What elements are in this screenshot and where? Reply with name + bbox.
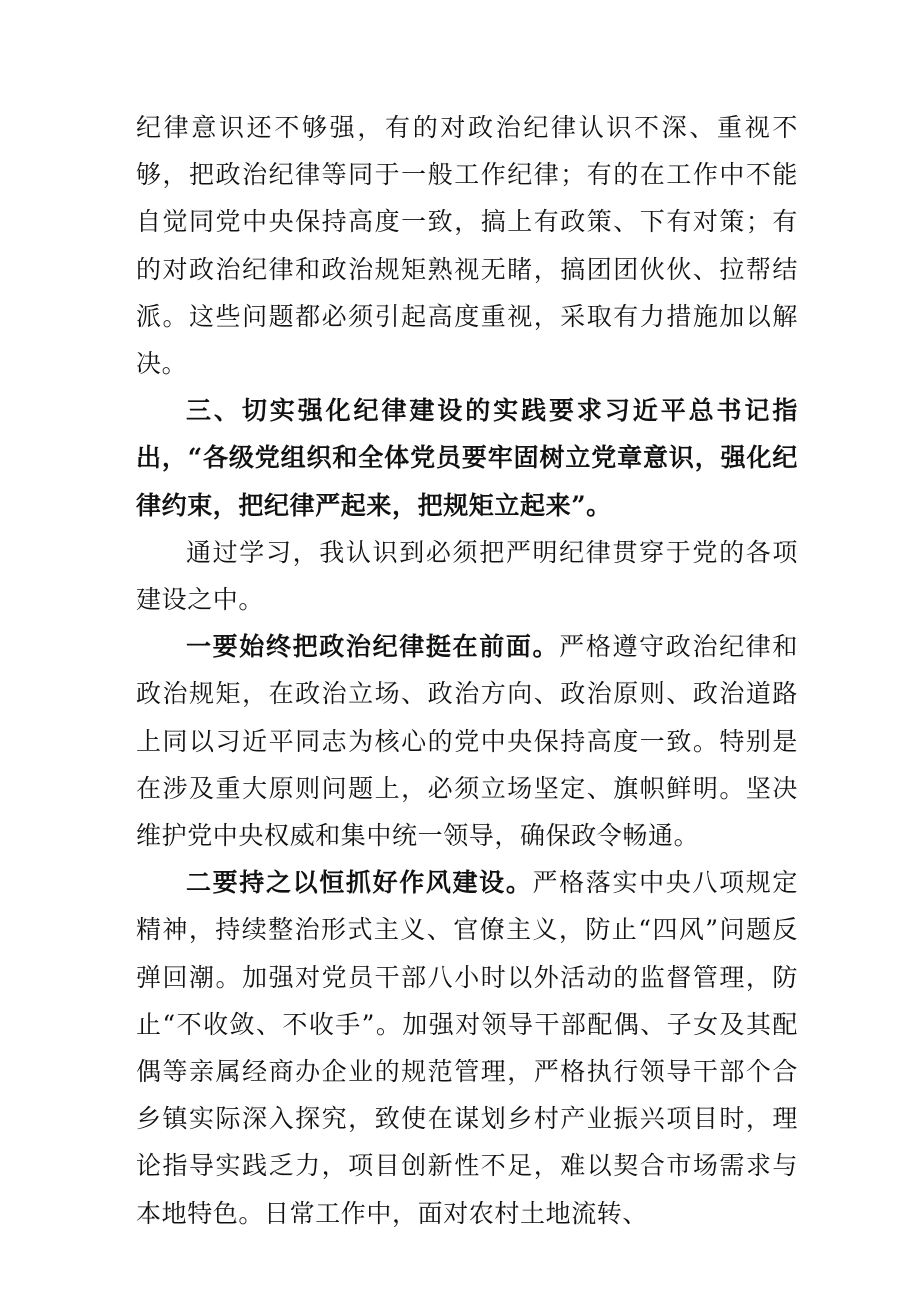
point-heading: 一要始终把政治纪律挺在前面。 [186, 632, 560, 662]
paragraph-continuation [136, 104, 798, 387]
paragraph-through-study [136, 529, 798, 623]
section-heading-three [136, 387, 798, 529]
paragraph-text: 通过学习，我认识到必须把严明纪律贯穿于党的各项建设之中。 [136, 537, 798, 615]
paragraph-point-two [136, 859, 798, 1237]
paragraph-point-one [136, 623, 798, 859]
point-body: 严格遵守政治纪律和政治规矩，在政治立场、政治方向、政治原则、政治道路上同以习近平同志为核心的党中央保持高度一致。特别是在涉及重大原则问题上，必须立场坚定、旗帜鲜明。坚决维护党中央权威和集中统一领导，确保政令畅通。 [136, 632, 799, 851]
point-heading: 二要持之以恒抓好作风建设。 [186, 868, 533, 898]
section-heading-text: 三、切实强化纪律建设的实践要求习近平总书记指出，“各级党组织和全体党员要牢固树立党章意识，强化纪律约束，把纪律严起来，把规矩立起来”。 [136, 396, 798, 520]
paragraph-text: 纪律意识还不够强，有的对政治纪律认识不深、重视不够，把政治纪律等同于一般工作纪律；有的在工作中不能自觉同党中央保持高度一致，搞上有政策、下有对策；有的对政治纪律和政治规矩熟视无睹，搞团团伙伙、拉帮结派。这些问题都必须引起高度重视，采取有力措施加以解决。 [136, 113, 798, 379]
point-body: 严格落实中央八项规定精神，持续整治形式主义、官僚主义，防止“四风”问题反弹回潮。加强对党员干部八小时以外活动的监督管理，防止“不收敛、不收手”。加强对领导干部配偶、子女及其配偶等亲属经商办企业的规范管理，严格执行领导干部个合乡镇实际深入探究，致使在谋划乡村产业振兴项目时，理论指导实践乏力，项目创新性不足，难以契合市场需求与本地特色。日常工作中，面对农村土地流转、 [136, 868, 798, 1228]
document-body [136, 104, 798, 1237]
